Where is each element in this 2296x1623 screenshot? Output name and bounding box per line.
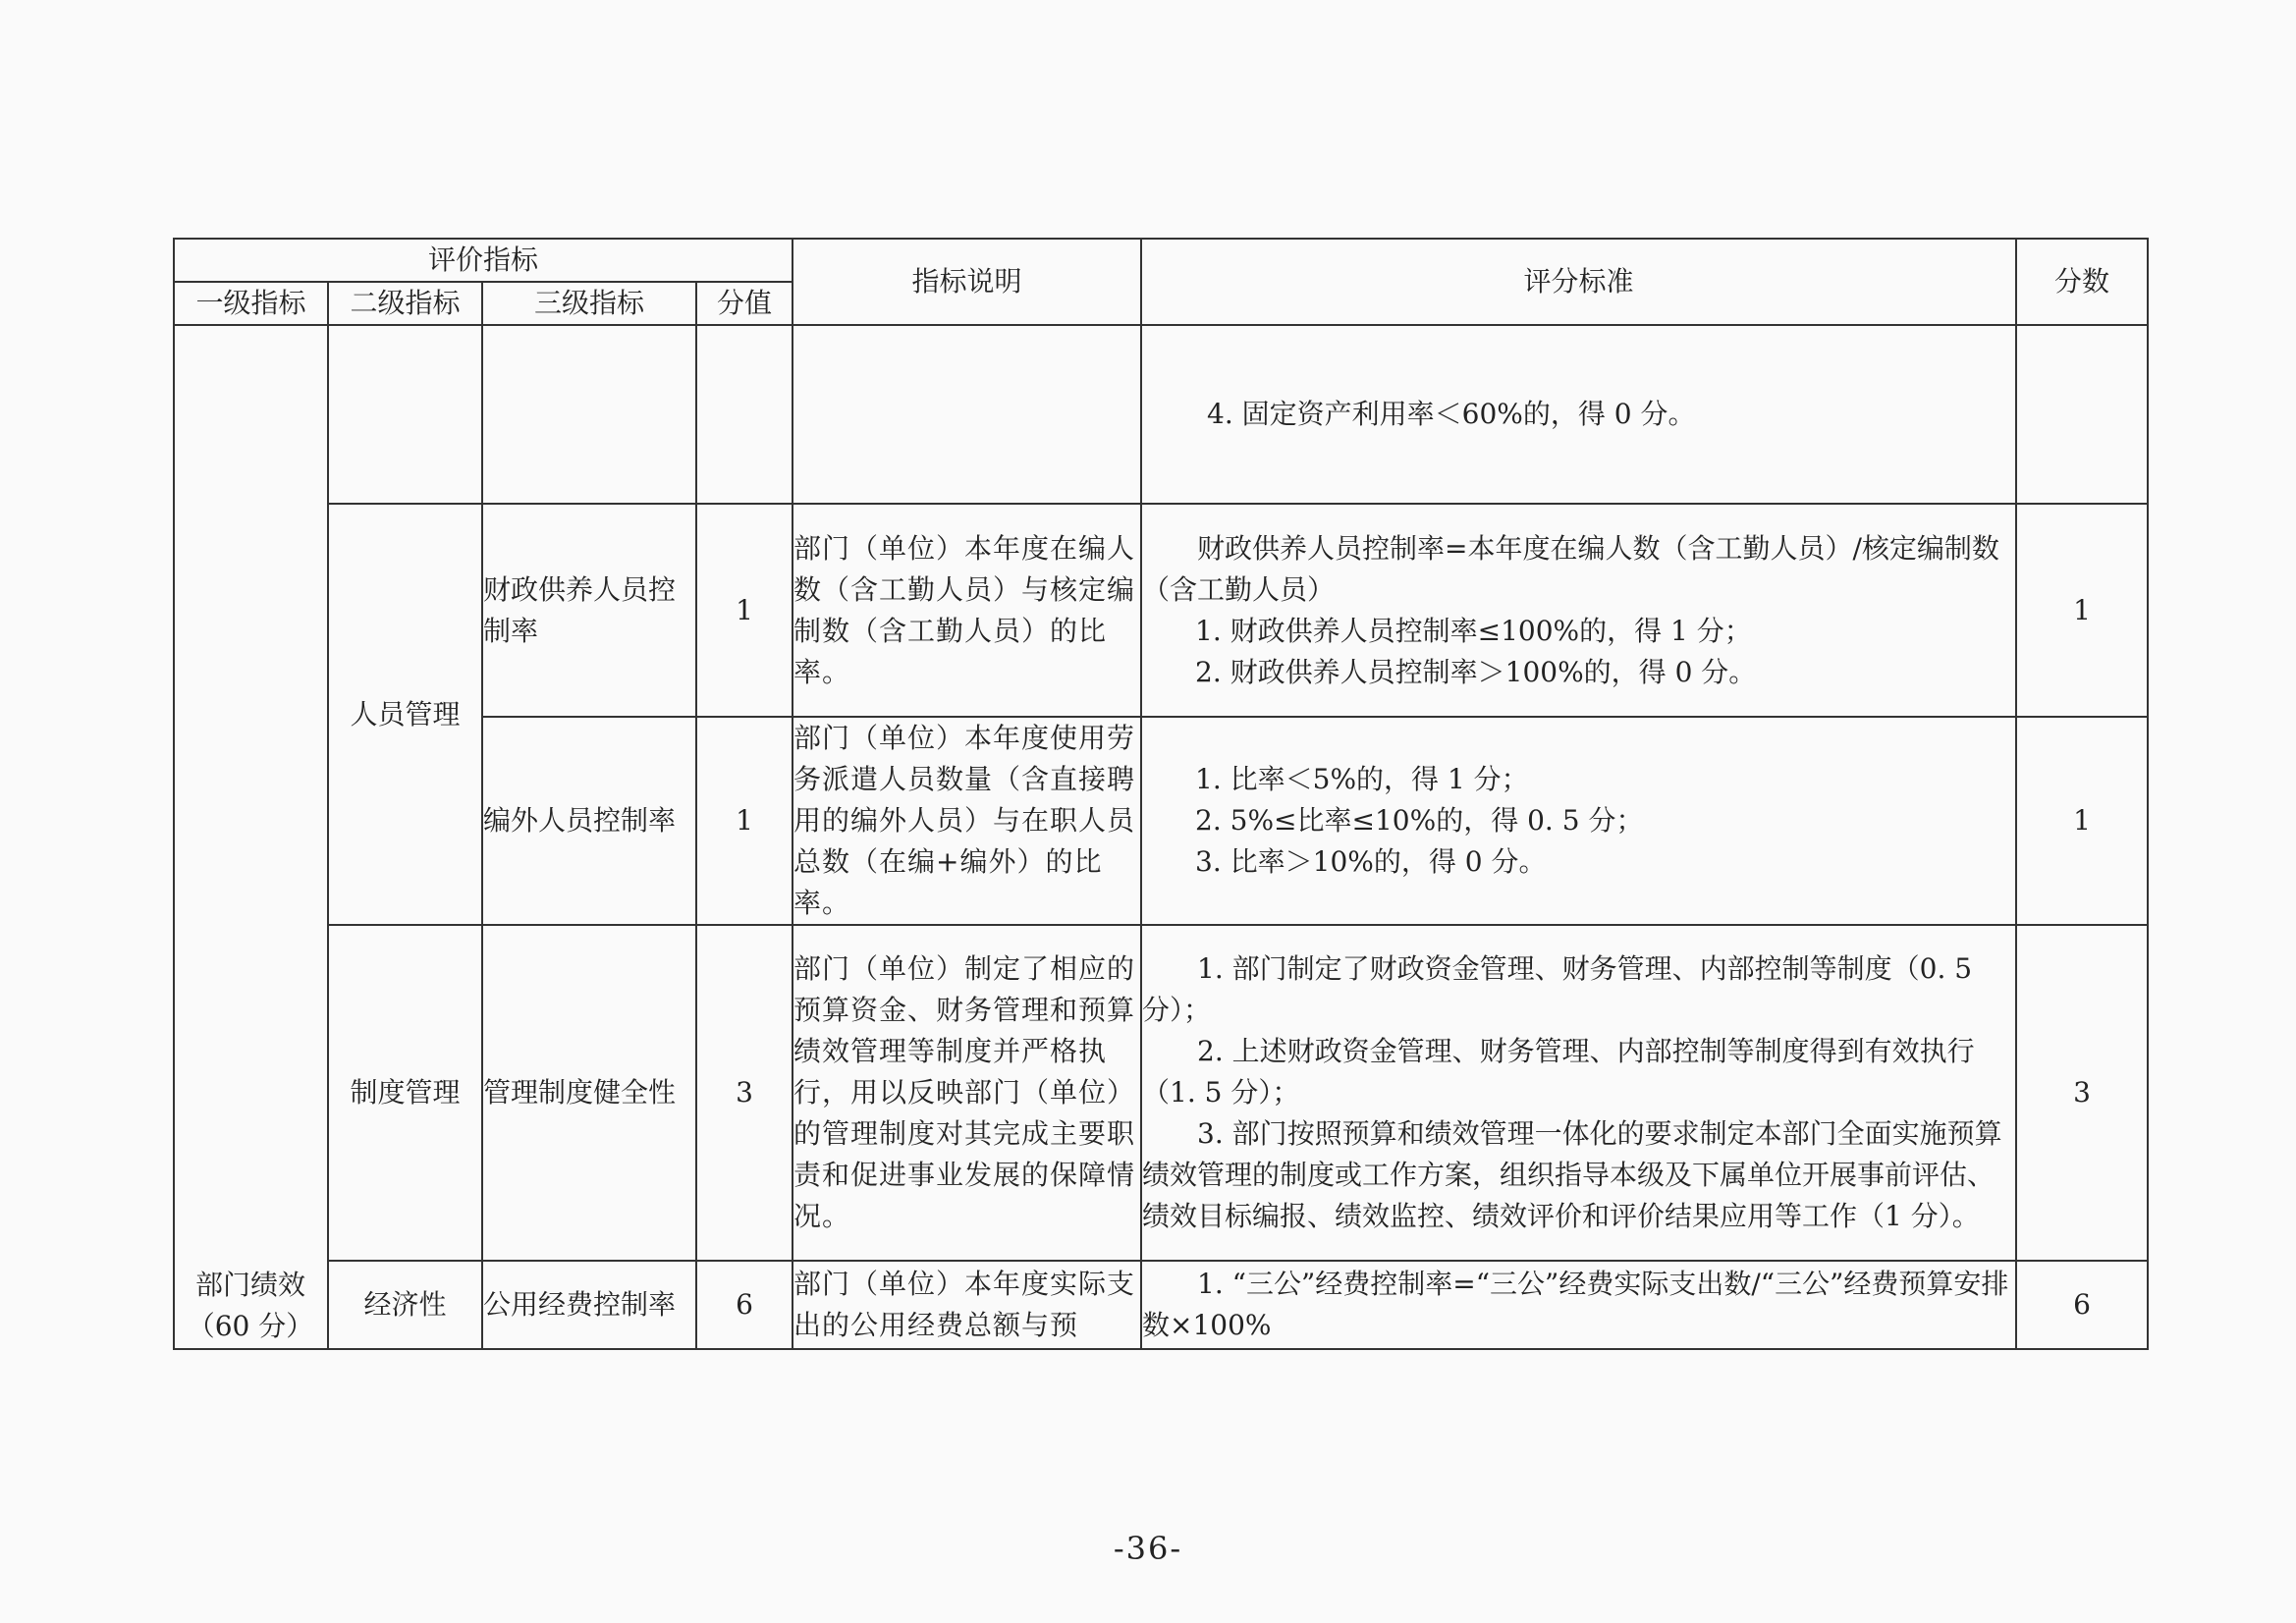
criteria-line: 2. 5%≤比率≤10%的，得 0. 5 分； [1195, 804, 1644, 837]
criteria-cell [1141, 504, 2016, 717]
criteria-line: 1. 部门制定了财政资金管理、财务管理、内部控制等制度（0. 5 分）； [1142, 952, 1973, 1026]
level3-cell: 编外人员控制率 [482, 717, 696, 925]
level2-cell-empty [328, 325, 482, 504]
weight-cell: 3 [696, 925, 793, 1261]
criteria-cell [1141, 925, 2016, 1261]
header-level3: 三级指标 [482, 282, 696, 325]
weight-cell: 1 [696, 504, 793, 717]
criteria-line: 1. 财政供养人员控制率≤100%的，得 1 分； [1195, 614, 1752, 647]
criteria-line: 财政供养人员控制率=本年度在编人数（含工勤人员）/核定编制数（含工勤人员） [1142, 531, 1999, 606]
score-cell: 1 [2016, 504, 2148, 717]
criteria-line: 4. 固定资产利用率＜60%的，得 0 分。 [1207, 398, 1696, 430]
criteria-line: 2. 上述财政资金管理、财务管理、内部控制等制度得到有效执行（1. 5 分）； [1142, 1035, 1975, 1109]
table-row [174, 504, 2148, 717]
description-cell: 部门（单位）本年度使用劳务派遣人员数量（含直接聘用的编外人员）与在职人员总数（在编+编外）的比率。 [793, 717, 1141, 925]
criteria-cell [1141, 717, 2016, 925]
header-level2: 二级指标 [328, 282, 482, 325]
header-description: 指标说明 [793, 239, 1141, 325]
score-cell: 6 [2016, 1261, 2148, 1349]
evaluation-table [173, 238, 2149, 1350]
criteria-cell [1141, 1261, 2016, 1349]
description-cell: 部门（单位）制定了相应的预算资金、财务管理和预算绩效管理等制度并严格执行，用以反映部门（单位）的管理制度对其完成主要职责和促进事业发展的保障情况。 [793, 925, 1141, 1261]
criteria-line: 3. 部门按照预算和绩效管理一体化的要求制定本部门全面实施预算绩效管理的制度或工作方案，组织指导本级及下属单位开展事前评估、绩效目标编报、绩效监控、绩效评价和评价结果应用等工作（1 分）。 [1142, 1117, 2002, 1232]
level2-cell: 经济性 [328, 1261, 482, 1349]
header-criteria: 评分标准 [1141, 239, 2016, 325]
header-row-1 [174, 239, 2148, 282]
level1-cell-empty [174, 325, 328, 1349]
header-level1: 一级指标 [174, 282, 328, 325]
page-number: -36- [1113, 1530, 1183, 1567]
description-cell: 部门（单位）本年度实际支出的公用经费总额与预 [793, 1261, 1141, 1349]
criteria-line: 3. 比率＞10%的，得 0 分。 [1195, 845, 1547, 878]
level2-cell: 人员管理 [328, 504, 482, 925]
table-row [174, 1261, 2148, 1349]
level3-cell: 公用经费控制率 [482, 1261, 696, 1349]
criteria-line: 1. 比率＜5%的，得 1 分； [1195, 763, 1529, 795]
score-cell-empty [2016, 325, 2148, 504]
criteria-cell [1141, 325, 2016, 504]
level2-cell: 制度管理 [328, 925, 482, 1261]
header-weight: 分值 [696, 282, 793, 325]
description-cell: 部门（单位）本年度在编人数（含工勤人员）与核定编制数（含工勤人员）的比率。 [793, 504, 1141, 717]
description-cell-empty [793, 325, 1141, 504]
header-group: 评价指标 [174, 239, 793, 282]
weight-cell: 1 [696, 717, 793, 925]
score-cell: 3 [2016, 925, 2148, 1261]
header-score: 分数 [2016, 239, 2148, 325]
criteria-line: 1. “三公”经费控制率=“三公”经费实际支出数/“三公”经费预算安排数×100% [1142, 1268, 2009, 1341]
level3-cell: 管理制度健全性 [482, 925, 696, 1261]
level1-label: 部门绩效（60 分） [177, 1265, 324, 1347]
criteria-line: 2. 财政供养人员控制率＞100%的，得 0 分。 [1195, 655, 1757, 688]
table-row [174, 325, 2148, 504]
weight-cell: 6 [696, 1261, 793, 1349]
weight-cell-empty [696, 325, 793, 504]
table-row [174, 925, 2148, 1261]
score-cell: 1 [2016, 717, 2148, 925]
level3-cell: 财政供养人员控制率 [482, 504, 696, 717]
level3-cell-empty [482, 325, 696, 504]
